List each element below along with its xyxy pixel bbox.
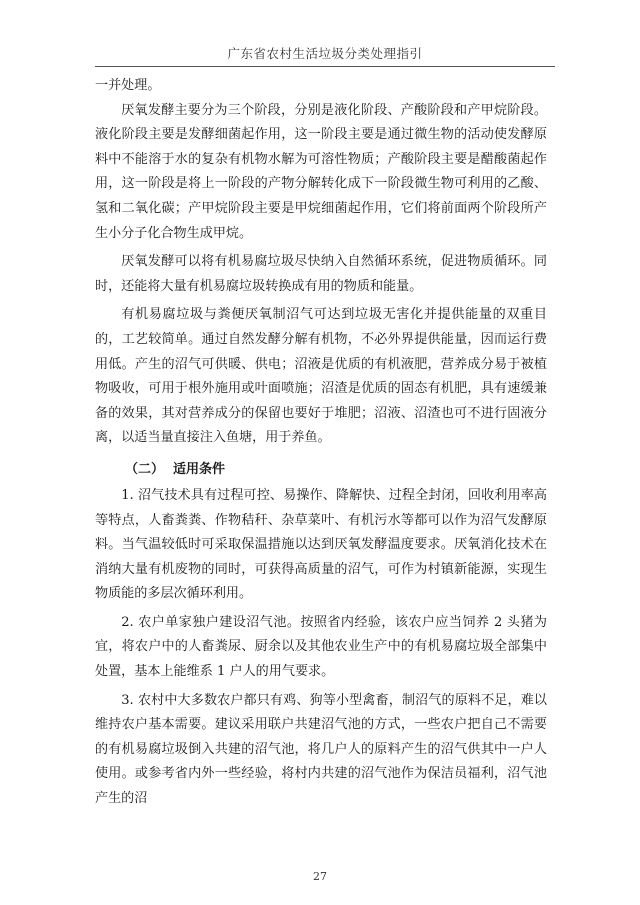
paragraph-condition-2: 2. 农户单家独户建设沼气池。按照省内经验，该农户应当饲养 2 头猪为宜，将农户中的人畜粪尿、厨余以及其他农业生产中的有机易腐垃圾全部集中处置，基本上能维系 1 户人的用气要求。 (95, 614, 547, 680)
running-header: 广东省农村生活垃圾分类处理指引 (95, 44, 555, 67)
paragraph-condition-3: 3. 农村中大多数农户都只有鸡、狗等小型禽畜，制沼气的原料不足，难以维持农户基本需要。建议采用联户共建沼气池的方式，一些农户把自己不需要的有机易腐垃圾倒入共建的沼气池，将几户人的原料产生的沼气供其中一户人使用。或参考省内外一些经验，将村内共建的沼气池作为保洁员福利，沼气池产生的沼 (95, 692, 547, 807)
paragraph-continuation: 一并处理。 (95, 78, 161, 93)
paragraph-anaerobic-stages: 厌氧发酵主要分为三个阶段，分别是液化阶段、产酸阶段和产甲烷阶段。液化阶段主要是发酵细菌起作用，这一阶段主要是通过微生物的活动使发酵原料中不能溶于水的复杂有机物水解为可溶性物质；产酸阶段主要是醋酸菌起作用，这一阶段是将上一阶段的产物分解转化成下一阶段微生物可利用的乙酸、氢和二氧化碳；产甲烷阶段主要是甲烷细菌起作用，它们将前面两个阶段所产生小分子化合物生成甲烷。 (95, 102, 547, 241)
section-title: 适用条件 (173, 461, 226, 477)
section-heading (95, 455, 547, 484)
section-number: （二） (125, 461, 165, 477)
paragraph-condition-1: 1. 沼气技术具有过程可控、易操作、降解快、过程全封闭，回收利用率高等特点，人畜粪粪、作物秸秆、杂草菜叶、有机污水等都可以作为沼气发酵原料。当气温较低时可采取保温措施以达到厌氧发酵温度要求。厌氧消化技术在消纳大量有机废物的同时，可获得高质量的沼气，可作为村镇新能源，实现生物质能的多层次循环利用。 (95, 487, 547, 602)
paragraph-biogas-process: 有机易腐垃圾与粪便厌氧制沼气可达到垃圾无害化并提供能量的双重目的，工艺较简单。通过自然发酵分解有机物，不必外界提供能量，因而运行费用低。产生的沼气可供暖、供电；沼液是优质的有机液肥，营养成分易于被植物吸收，可用于根外施用或叶面喷施；沼渣是优质的固态有机肥，具有速缓兼备的效果，其对营养成分的保留也要好于堆肥；沼液、沼渣也可不进行固液分离，以适当量直接注入鱼塘，用于养鱼。 (95, 307, 547, 446)
page-body (95, 74, 547, 812)
page-number: 27 (313, 870, 327, 883)
paragraph-anaerobic-benefits: 厌氧发酵可以将有机易腐垃圾尽快纳入自然循环系统，促进物质循环。同时，还能将大量有机易腐垃圾转换成有用的物质和能量。 (95, 254, 547, 294)
